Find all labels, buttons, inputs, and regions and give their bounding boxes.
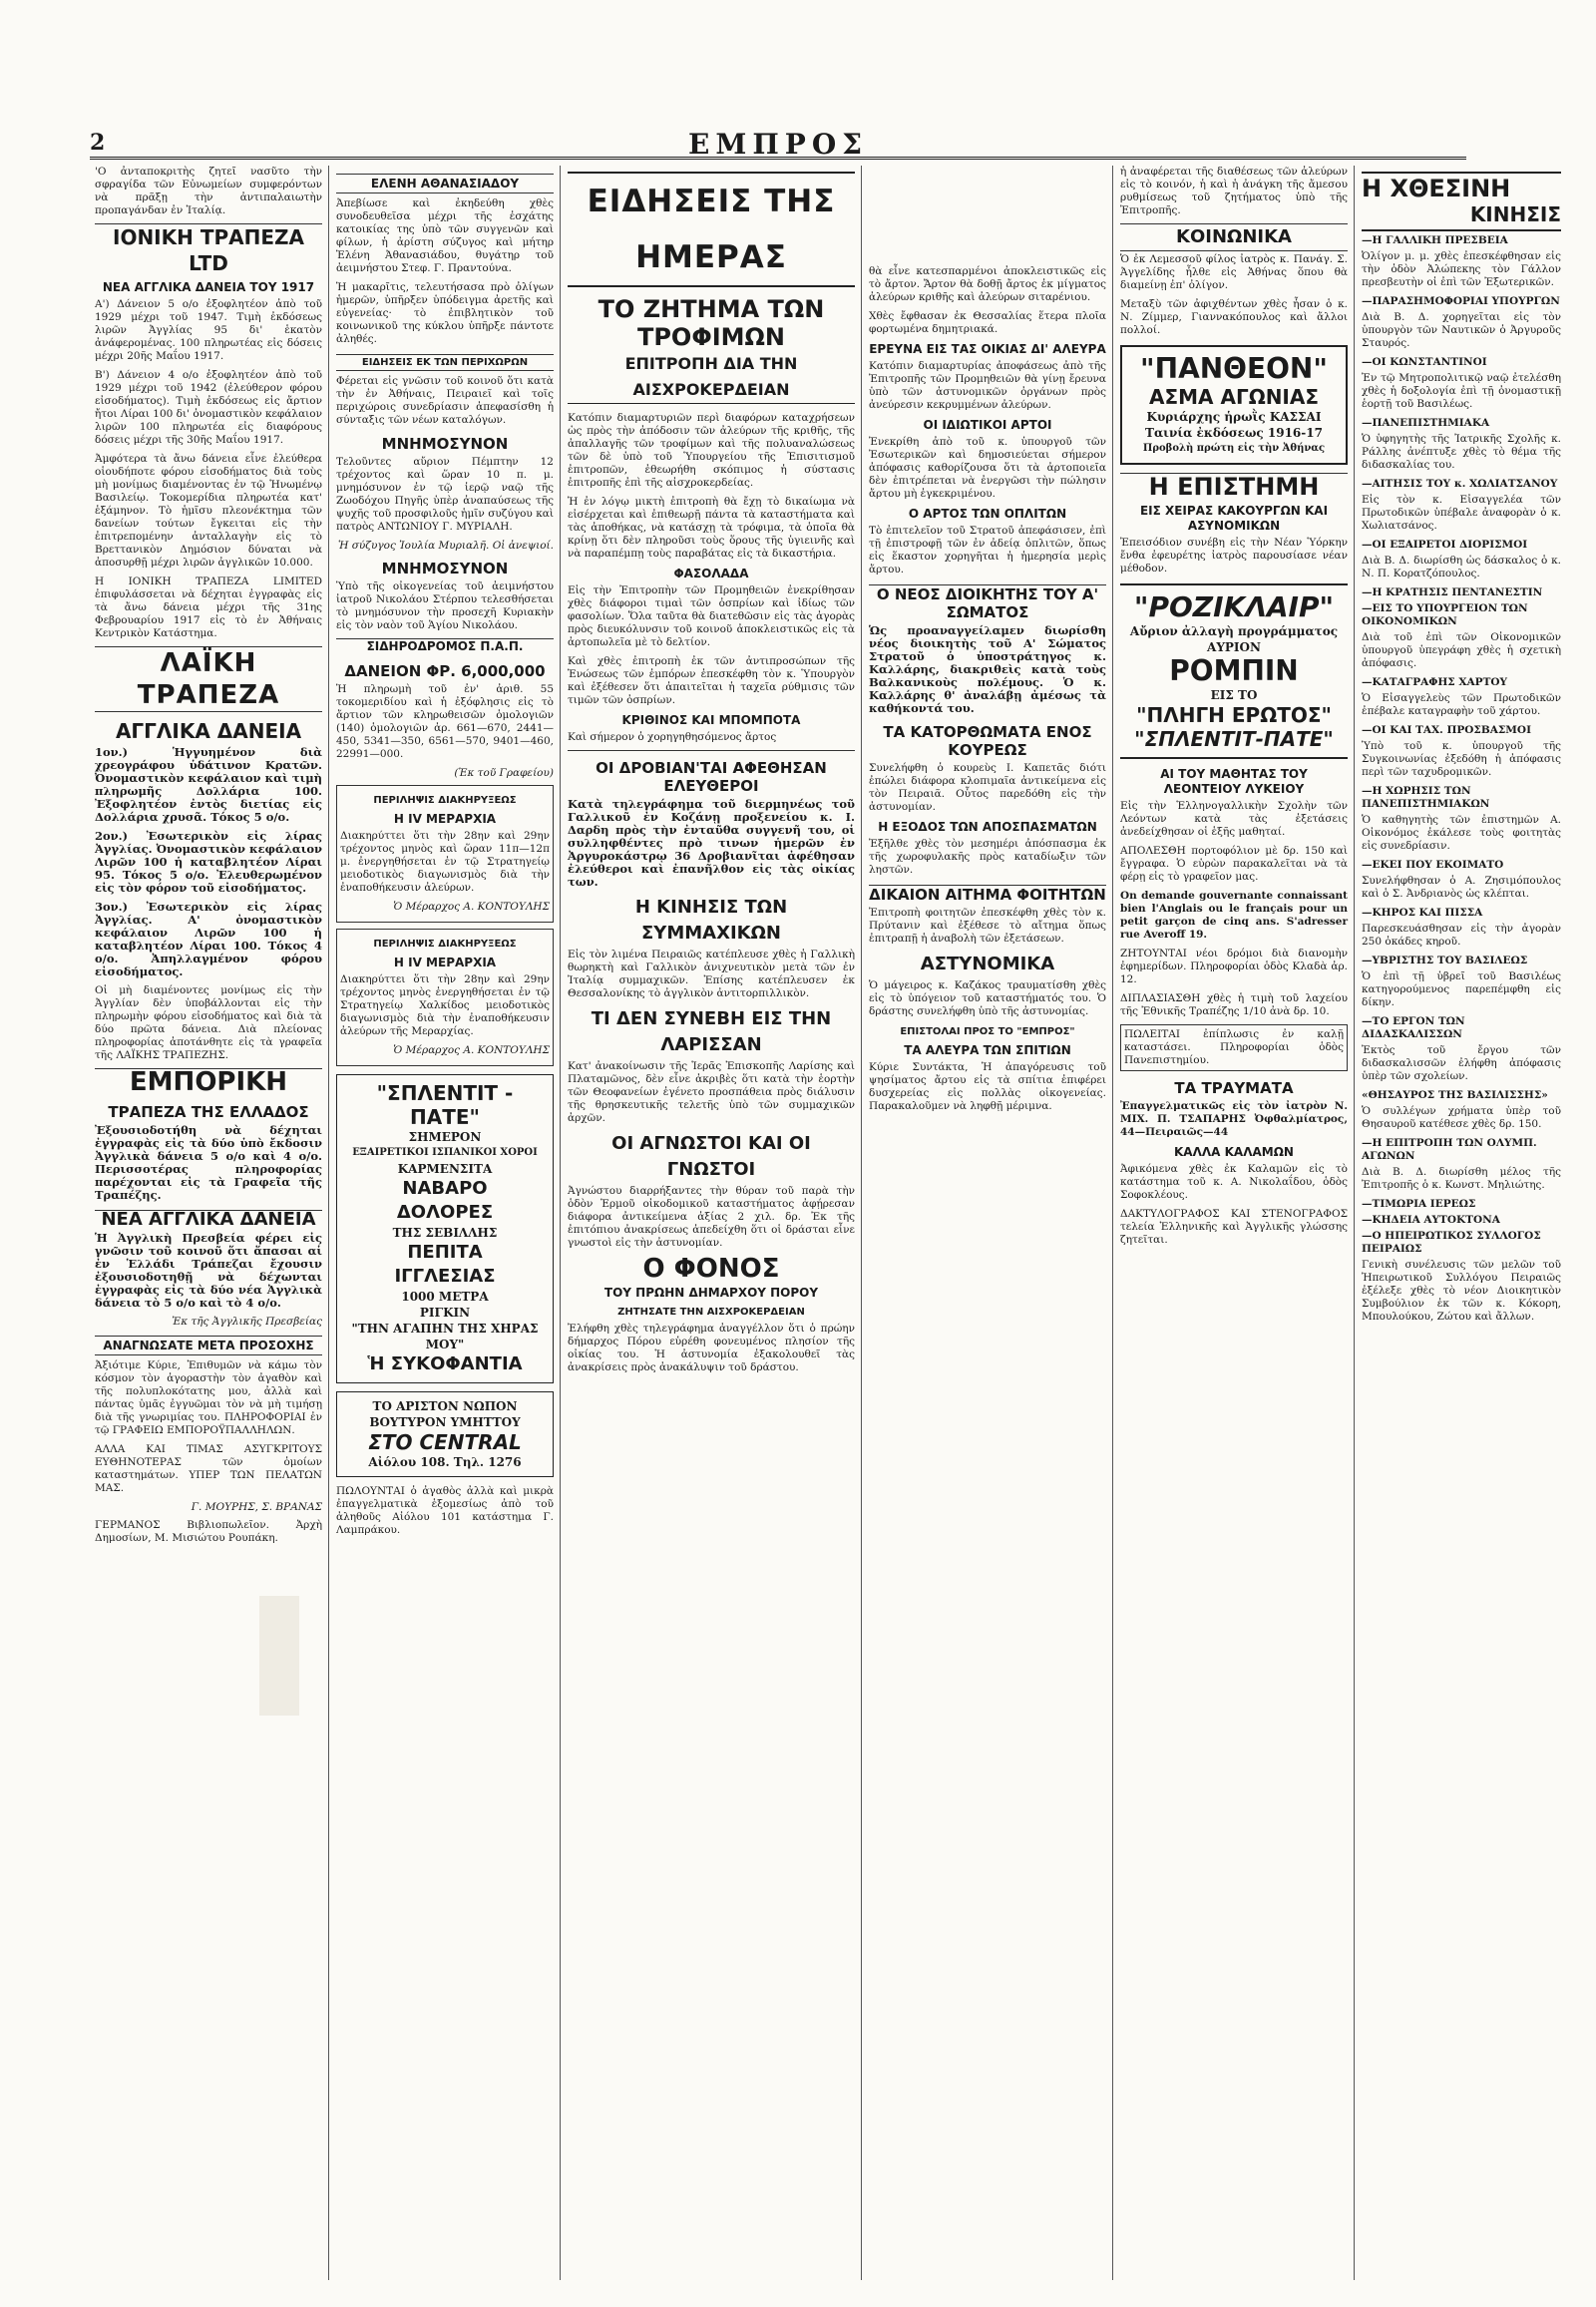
paragraph: Ἀπεβίωσε καὶ ἐκηδεύθη χθὲς συνοδευθεῖσα μέχρι τῆς ἐσχάτης κατοικίας της ὑπὸ τῶν συγγενῶν καὶ φίλων, ἡ ἀρίστη σύζυγος καὶ μήτηρ Ἑλένη Ἀθανασιάδου, θυγάτηρ τοῦ ἀειμνήστου Στεφ. Γ. Πραντούνα. bbox=[336, 197, 554, 274]
paragraph: Ἐλήφθη χθὲς τηλεγράφημα ἀναγγέλλον ὅτι ὁ πρώην δήμαρχος Πόρου εὑρέθη φονευμένος πλησίον τῆς οἰκίας του. Ἡ ἀστυνομία ἐξακολουθεῖ τὰς ἀνακρίσεις πρὸς ἀνακάλυψιν τοῦ δράστου. bbox=[568, 1323, 855, 1373]
ad-line: "ΤΗΝ ΑΓΑΠΗΝ ΤΗΣ ΧΗΡΑΣ ΜΟΥ" bbox=[351, 1322, 539, 1351]
column-3 bbox=[563, 166, 860, 2280]
paragraph: Ἡ πληρωμὴ τοῦ ἐν' ἀριθ. 55 τοκομεριδίου καὶ ἡ ἐξόφλησις εἰς τὸ ἄρτιον τῶν κληρωθεισῶν ὁμολογιῶν (140) ὁμολογιῶν ἀρ. 661—670, 2441—450, 5341—350, 6561—570, 9401—460, 22991—000. bbox=[336, 683, 554, 760]
paragraph: Μεταξὺ τῶν ἀφιχθέντων χθὲς ἦσαν ὁ κ. Ν. Ζίμμερ, Γιαννακόπουλος καὶ ἄλλοι πολλοί. bbox=[1120, 298, 1348, 336]
summary-heading: ΠΕΡΙΛΗΨΙΣ ΔΙΑΚΗΡΥΞΕΩΣ bbox=[373, 795, 517, 806]
paragraph: ΠΩΛΕΙΤΑΙ ἐπίπλωσις ἐν καλῇ καταστάσει. Πληροφορίαι ὁδὸς Πανεπιστημίου. bbox=[1124, 1028, 1344, 1066]
butter-ad bbox=[336, 1391, 554, 1477]
paragraph: Συνελήφθη ὁ κουρεὺς Ι. Καπετᾶς διότι ἐπώλει διάφορα κλοπιμαῖα ἀντικείμενα εἰς τὸν Πειραιᾶ. Οὗτος παρεδόθη εἰς τὴν ἀστυνομίαν. bbox=[869, 762, 1106, 813]
notice-box bbox=[336, 785, 554, 923]
signature: Ὁ Μέραρχος Α. ΚΟΝΤΟΥΛΗΣ bbox=[393, 1044, 550, 1056]
signature: Ἐκ τῆς Ἀγγλικῆς Πρεσβείας bbox=[172, 1316, 322, 1328]
ioniki-heading: ΙΟΝΙΚΗ ΤΡΑΠΕΖΑ LTD bbox=[95, 223, 322, 276]
news-banner: ΕΙΔΗΣΕΙΣ ΤΗΣ ΗΜΕΡΑΣ bbox=[568, 172, 855, 287]
column-6 bbox=[1357, 166, 1566, 2280]
paragraph: Ὁ μάγειρος κ. Καζάκος τραυματίσθη χθὲς εἰς τὸ ὑπόγειον τοῦ καταστήματός του. Ὁ δράστης συνελήφθη ὑπὸ τῆς ἀστυνομίας. bbox=[869, 979, 1106, 1017]
masthead bbox=[90, 128, 1466, 160]
paragraph: Εἰς τὸν κ. Εἰσαγγελέα τῶν Πρωτοδικῶν ὑπέβαλε ἀναφορὰν ὁ κ. Χωλιατσάνος. bbox=[1362, 494, 1561, 532]
paragraph: Ἡ Ἀγγλικὴ Πρεσβεία φέρει εἰς γνῶσιν τοῦ κοινοῦ ὅτι ἅπασαι αἱ ἐν Ἑλλάδι Τράπεζαι ἔχουσιν ἐξουσιοδοτηθῇ νὰ δέχωνται ἐγγραφὰς εἰς τὰ δύο νέα Ἀγγλικὰ δάνεια τὸ 5 ο/ο καὶ τὸ 4 ο/ο. bbox=[95, 1231, 322, 1310]
paragraph: ΑΛΛΑ ΚΑΙ ΤΙΜΑΣ ΑΣΥΓΚΡΙΤΟΥΣ ΕΥΘΗΝΟΤΕΡΑΣ τῶν ὁμοίων καταστημάτων. ΥΠΕΡ ΤΩΝ ΠΕΛΑΤΩΝ ΜΑΣ. bbox=[95, 1443, 322, 1494]
paragraph: Κατὰ τηλεγράφημα τοῦ διερμηνέως τοῦ Γαλλικοῦ ἐν Κοζάνῃ προξενείου κ. Ι. Δαρδη πρὸς τὴν ἐνταῦθα συγγενῆ του, οἱ συλληφθέντες πρὸ τινων ἡμερῶν ἐν Ἀργυροκάστρῳ 36 Δροβιανῖται ἀφέθησαν ἐλεύθεροι καὶ ἐπανῆλθον εἰς τὰς οἰκίας των. bbox=[568, 797, 855, 889]
item-title: —ΥΒΡΙΣΤΗΣ ΤΟΥ ΒΑΣΙΛΕΩΣ bbox=[1362, 955, 1528, 966]
paragraph: Διὰ Β. Δ. χορηγεῖται εἰς τὸν ὑπουργὸν τῶν Ναυτικῶν ὁ Ἀργυροῦς Σταυρός. bbox=[1362, 311, 1561, 349]
item-title: «ΘΗΣΑΥΡΟΣ ΤΗΣ ΒΑΣΙΛΙΣΣΗΣ» bbox=[1362, 1089, 1548, 1101]
ad-title: "ΡΟΖΙΚΛΑΙΡ" bbox=[1133, 590, 1335, 623]
paragraph: Ἐνεκρίθη ἀπὸ τοῦ κ. ὑπουργοῦ τῶν Ἐσωτερικῶν καὶ δημοσιεύεται σήμερον ἀπόφασις καθορίζουσα ὅτι τὰ ἀρτοποιεῖα δὲν ἐπιτρέπεται νὰ ἐνεργῶσι τὴν πώλησιν ἄρτου μὴ ἐγκεκριμένου. bbox=[869, 436, 1106, 500]
students-heading: ΔΙΚΑΙΟΝ ΑΙΤΗΜΑ ΦΟΙΤΗΤΩΝ bbox=[869, 886, 1106, 904]
ad-line: Αἰόλου 108. Τηλ. 1276 bbox=[368, 1455, 522, 1469]
periphery-heading: ΕΙΔΗΣΕΙΣ ΕΚ ΤΩΝ ΠΕΡΙΧΩΡΩΝ bbox=[336, 354, 554, 371]
unknowns-heading: ΟΙ ΑΓΝΩΣΤΟΙ ΚΑΙ ΟΙ ΓΝΩΣΤΟΙ bbox=[611, 1133, 811, 1180]
science-heading: Η ΕΠΙΣΤΗΜΗ bbox=[1120, 473, 1348, 500]
item-title: —ΠΑΡΑΣΗΜΟΦΟΡΙΑΙ ΥΠΟΥΡΓΩΝ bbox=[1362, 295, 1560, 307]
kalamata-heading: ΚΑΛΛΑ ΚΑΛΑΜΩΝ bbox=[1174, 1145, 1294, 1159]
eleni-heading: ΕΛΕΝΗ ΑΘΑΝΑΣΙΑΔΟΥ bbox=[336, 174, 554, 193]
paragraph: Ὁ καθηγητὴς τῶν ἐπιστημῶν Α. Οἰκονόμος ἐκάλεσε τοὺς φοιτητὰς εἰς συνεδρίασιν. bbox=[1362, 814, 1561, 852]
paragraph: Κατόπιν διαμαρτυριῶν περὶ διαφόρων καταχρήσεων ὡς πρὸς τὴν ἀπόδοσιν τῶν ἀλεύρων τῆς κριθῆς, τῆς ἀπαλλαγῆς τῶν τροφίμων καὶ τῆς πολυαναλώσεως τῶν δὲ ὑπὸ τοῦ Ὑπουργείου τῆς Ἐπισιτισμοῦ ἐπιτροπῶν, ἐθεωρήθη σκόπιμος ἡ σύστασις ἐπιτροπῆς ἐπὶ τῆς αἰσχροκερδείας. bbox=[568, 412, 855, 489]
paragraph: Ἐξουσιοδοτήθη νὰ δέχηται ἐγγραφὰς εἰς τὰ δύο ὑπὸ ἔκδοσιν Ἀγγλικὰ δάνεια 5 ο/ο καὶ 4 ο/ο. Περισσοτέρας πληροφορίας παρέχονται εἰς τὰ Γραφεῖα τῆς Τραπέζης. bbox=[95, 1123, 322, 1202]
notice-box bbox=[1120, 1024, 1348, 1071]
science-subheading: ΕΙΣ ΧΕΙΡΑΣ ΚΑΚΟΥΡΓΩΝ ΚΑΙ ΑΣΥΝΟΜΙΚΩΝ bbox=[1139, 504, 1329, 533]
flour-heading: ΤΑ ΑΛΕΥΡΑ ΤΩΝ ΣΠΙΤΙΩΝ bbox=[904, 1043, 1071, 1057]
ad-line: "ΣΠΛΕΝΤΙΤ-ΠΑΤΕ" bbox=[1134, 727, 1334, 751]
wounds-heading: ΤΑ ΤΡΑΥΜΑΤΑ bbox=[1174, 1079, 1294, 1097]
paragraph: Ἐξῆλθε χθὲς τὸν μεσημέρι ἀπόσπασμα ἐκ τῆς χωροφυλακῆς πρὸς καταδίωξιν τῶν ληστῶν. bbox=[869, 838, 1106, 876]
item-title: —ΤΙΜΩΡΙΑ ΙΕΡΕΩΣ bbox=[1362, 1198, 1476, 1210]
paragraph: Διακηρύττει ὅτι τὴν 28ην καὶ 29ην τρέχοντος μηνὸς ἐνεργηθήσεται ἐν τῷ Στρατηγείῳ Χαλκίδος μειοδοτικὸς διαγωνισμὸς διὰ τὴν ἐναποθήκευσιν ἀλεύρων τῆς Μεραρχίας. bbox=[340, 973, 550, 1037]
ad-line: Κυριάρχης ἡρωῒς ΚΑΣΣΑΙ bbox=[1146, 410, 1322, 424]
paragraph: Ὡς προαναγγείλαμεν διωρίσθη νέος διοικητὴς τοῦ Α' Σώματος Στρατοῦ ὁ ὑποστράτηγος κ. Καλλάρης, διακριθεὶς κατὰ τοὺς Βαλκανικοὺς πολέμους. Ὁ κ. Καλλάρης θ' ἀναλάβῃ ἀμέσως τὰ καθήκοντά του. bbox=[869, 623, 1106, 715]
larissa-heading: ΤΙ ΔΕΝ ΣΥΝΕΒΗ ΕΙΣ ΤΗΝ ΛΑΡΙΣΣΑΝ bbox=[591, 1008, 832, 1055]
drobian-heading: ΟΙ ΔΡΟΒΙΑΝ'ΤΑΙ ΑΦΕΘΗΣΑΝ ΕΛΕΥΘΕΡΟΙ bbox=[596, 759, 827, 795]
division-heading: Η IV ΜΕΡΑΡΧΙΑ bbox=[393, 812, 497, 826]
paragraph: Ἐπιτροπὴ φοιτητῶν ἐπεσκέφθη χθὲς τὸν κ. Πρύτανιν καὶ ἐξέθεσε τὸ αἴτημα ὅπως ἐπιτραπῇ ἡ ἀναβολὴ τῶν ἐξετάσεων. bbox=[869, 907, 1106, 945]
item-title: —Η ΚΡΑΤΗΣΙΣ ΠΕΝΤΑΝΕΣΤΙΝ bbox=[1362, 586, 1543, 598]
paragraph: ΓΕΡΜΑΝΟΣ Βιβλιοπωλεῖον. Ἀρχὴ Δημοσίων, Μ. Μισιώτου Ρουπάκη. bbox=[95, 1519, 322, 1544]
separator bbox=[568, 750, 855, 751]
splendid-pate-ad bbox=[336, 1074, 554, 1383]
signature: Γ. ΜΟΥΡΗΣ, Σ. ΒΡΑΝΑΣ bbox=[191, 1501, 322, 1513]
murder-heading: Ο ΦΟΝΟΣ bbox=[642, 1254, 780, 1284]
item-title: —ΟΙ ΕΞΑΙΡΕΤΟΙ ΔΙΟΡΙΣΜΟΙ bbox=[1362, 539, 1528, 551]
pupils-heading: ΑΙ ΤΟΥ ΜΑΘΗΤΑΣ ΤΟΥ ΛΕΟΝΤΕΙΟΥ ΛΥΚΕΙΟΥ bbox=[1160, 767, 1308, 796]
paragraph: Τὸ ἐπιτελεῖον τοῦ Στρατοῦ ἀπεφάσισεν, ἐπὶ τῇ ἐπιστροφῇ τῶν ἐν ἀδείᾳ ὁπλιτῶν, ὅπως εἰς ἕκαστον χορηγῆται ἡ ἡμερησία μερὶς ἄρτου. bbox=[869, 525, 1106, 576]
soldiers-bread-heading: Ο ΑΡΤΟΣ ΤΩΝ ΟΠΛΙΤΩΝ bbox=[908, 507, 1067, 521]
paragraph: Α') Δάνειον 5 ο/ο ἐξοφλητέον ἀπὸ τοῦ 1929 μέχρι τοῦ 1947. Τιμὴ ἐκδόσεως λιρῶν Ἀγγλίας 95 δι' ἑκατὸν ἀνάφερομένας. 100 πληρωτέας εἰς δόσεις μέχρι 20ῆς Μαΐου 1917. bbox=[95, 298, 322, 362]
murder-subheading: ΖΗΤΗΣΑΤΕ ΤΗΝ ΑΙΣΧΡΟΚΕΡΔΕΙΑΝ bbox=[617, 1307, 805, 1318]
paragraph: Διὰ Β. Δ. διωρίσθη ὡς δάσκαλος ὁ κ. Ν. Π. Κορατζόπουλος. bbox=[1362, 555, 1561, 579]
ad-line: ΕΞΑΙΡΕΤΙΚΟΙ ΙΣΠΑΝΙΚΟΙ ΧΟΡΟΙ bbox=[352, 1147, 538, 1158]
column-rule bbox=[328, 166, 329, 2280]
paragraph: Γενικὴ συνέλευσις τῶν μελῶν τοῦ Ἠπειρωτικοῦ Συλλόγου Πειραιῶς ἐξέλεξε χθὲς τὸ νέον Διοικητικὸν Συμβούλιον ἐκ τῶν κ. Κόκορη, Μπουλούκου, Ζώτου καὶ ἄλλων. bbox=[1362, 1259, 1561, 1323]
paragraph: Συνελήφθησαν ὁ Α. Ζησιμόπουλος καὶ ὁ Σ. Ἀνδριανὸς ὡς κλέπται. bbox=[1362, 875, 1561, 900]
paragraph: Ὑπὸ τῆς οἰκογενείας τοῦ ἀειμνήστου ἰατροῦ Νικολάου Στέρπου τελεσθήσεται τὸ μνημόσυνον τὴν προσεχῆ Κυριακὴν εἰς τὸν ναὸν τοῦ Ἁγίου Νικολάου. bbox=[336, 580, 554, 631]
ad-line: ΤΗΣ ΣΕΒΙΛΛΗΣ bbox=[392, 1226, 498, 1240]
paragraph: Ἀφικόμενα χθὲς ἐκ Καλαμῶν εἰς τὸ κατάστημα τοῦ κ. Α. Νικολαΐδου, ὁδὸς Σοφοκλέους. bbox=[1120, 1163, 1348, 1201]
paragraph: Παρεσκευάσθησαν εἰς τὴν ἀγορὰν 250 ὀκάδες κηροῦ. bbox=[1362, 923, 1561, 948]
paragraph: 2ον.) Ἐσωτερικὸν εἰς λίρας Ἀγγλίας. Ὀνομαστικὸν κεφάλαιον Λιρῶν 100 ἡ καταβλητέον Λίραι 95. Τόκος 5 ο/ο. Ἐλευθερωμένον εἰς τὸν φόρον τοῦ εἰσοδήματος. bbox=[95, 829, 322, 895]
intro-text: 'Ο ἀνταποκριτὴς ζητεῖ νασῦτο τὴν σφραγίδα τῶν Εὐνωμείων συμφερόντων νὰ πρᾶξῃ τὴν ἀντιπαλαιωτὴν προπαγάνδαν ἐν Ἰταλίᾳ. bbox=[95, 166, 322, 216]
column-rule bbox=[1112, 166, 1113, 2280]
laiki-subheading: ΑΓΓΛΙΚΑ ΔΑΝΕΙΑ bbox=[115, 719, 302, 743]
page-number: 2 bbox=[90, 130, 106, 156]
paragraph: On demande gouvernante connaissant bien l'Anglais ou le français pour un petit garçon de cinq ans. S'adresser rue Averoff 19. bbox=[1120, 890, 1348, 941]
police-heading: ΑΣΤΥΝΟΜΙΚΑ bbox=[920, 954, 1055, 974]
item-title: —Ο ΗΠΕΙΡΩΤΙΚΟΣ ΣΥΛΛΟΓΟΣ ΠΕΙΡΑΙΩΣ bbox=[1362, 1230, 1541, 1255]
paragraph: Κατ' ἀνακοίνωσιν τῆς Ἱερᾶς Ἐπισκοπῆς Λαρίσης καὶ Πλαταμῶνος, δὲν εἶνε ἀκριβὲς ὅτι κατὰ τὴν ἑορτὴν τῶν Θεοφανείων ἐγένετο προσπάθεια πρὸς διάλυσιν τῆς θρησκευτικῆς τελετῆς ὑπὸ τῶν συμμαχικῶν ἀρχῶν. bbox=[568, 1060, 855, 1124]
paragraph: Χθὲς ἔφθασαν ἐκ Θεσσαλίας ἕτερα πλοῖα φορτωμένα δημητριακά. bbox=[869, 310, 1106, 335]
paragraph: ΖΗΤΟΥΝΤΑΙ νέοι δρόμοι διὰ διανομὴν ἐφημερίδων. Πληροφορίαι ὁδὸς Κλαδὰ ἀρ. 12. bbox=[1120, 948, 1348, 985]
paragraph: Ὀλίγον μ. μ. χθὲς ἐπεσκέφθησαν εἰς τὴν ὁδὸν Ἀλώπεκης τὸν Γάλλον πρεσβευτὴν οἱ ἐπὶ τῶν Ἐξωτερικῶν. bbox=[1362, 250, 1561, 288]
committee-headline: ΕΠΙΤΡΟΠΗ ΔΙΑ ΤΗΝ ΑΙΣΧΡΟΚΕΡΔΕΙΑΝ bbox=[568, 351, 855, 404]
paragraph: Ἀγνώστου διαρρήξαντες τὴν θύραν τοῦ παρὰ τὴν ὁδὸν Ἑρμοῦ οἰκοδομικοῦ καταστήματος ἀφῄρεσαν διάφορα ἀντικείμενα ἀξίας 2 χιλ. δρ. Ἐκ τῆς ἐπιτόπιου ἀνακρίσεως ἀπεδείχθη ὅτι οἱ δράσται εἶνε γνωστοὶ εἰς τὴν ἀστυνομίαν. bbox=[568, 1185, 855, 1249]
paragraph: ΔΑΚΤΥΛΟΓΡΑΦΟΣ ΚΑΙ ΣΤΕΝΟΓΡΑΦΟΣ τελεία Ἑλληνικῆς καὶ Ἀγγλικῆς γλώσσης ζητεῖται. bbox=[1120, 1208, 1348, 1246]
ad-title: ΤΟ ΑΡΙΣΤΟΝ ΝΩΠΟΝ ΒΟΥΤΥΡΟΝ ΥΜΗΤΤΟΥ bbox=[369, 1399, 521, 1429]
paragraph: Ἐπεισόδιον συνέβη εἰς τὴν Νέαν Ὑόρκην ἔνθα ἐφευρέτης ἰατρὸς παρουσίασε νέαν μέθοδον. bbox=[1120, 537, 1348, 575]
paragraph: Καὶ σήμερον ὁ χορηγηθησόμενος ἄρτος bbox=[568, 731, 777, 743]
paragraph: ἡ ἀναφέρεται τῆς διαθέσεως τῶν ἀλεύρων εἰς τὸ κοινόν, ἡ καὶ ἡ ἀνάγκη τῆς ἄμεσου ρυθμίσεως τοῦ ζητήματος ὑπὸ τῆς Ἐπιτροπῆς. bbox=[1120, 166, 1348, 216]
fasolada-heading: ΦΑΣΟΛΑΔΑ bbox=[673, 567, 749, 580]
paper-name: ΕΜΠΡΟΣ bbox=[687, 128, 869, 161]
notice-box bbox=[336, 929, 554, 1066]
bread-heading: ΚΡΙΘΙΝΟΣ ΚΑΙ ΜΠΟΜΠΟΤΑ bbox=[621, 713, 801, 727]
column-5 bbox=[1115, 166, 1353, 2280]
paragraph: Ὑπὸ τοῦ κ. ὑπουργοῦ τῆς Συγκοινωνίας ἐξεδόθη ἡ ἀπόφασις περὶ τῶν ταχυδρομικῶν. bbox=[1362, 740, 1561, 778]
ioniki-subheading: ΝΕΑ ΑΓΓΛΙΚΑ ΔΑΝΕΙΑ ΤΟΥ 1917 bbox=[102, 280, 315, 294]
heading-right: ΚΙΝΗΣΙΣ bbox=[1469, 202, 1561, 226]
search-homes-heading: ΕΡΕΥΝΑ ΕΙΣ ΤΑΣ ΟΙΚΙΑΣ ΔΙ' ΑΛΕΥΡΑ bbox=[869, 342, 1106, 356]
division-heading: Η IV ΜΕΡΑΡΧΙΑ bbox=[393, 956, 497, 969]
paragraph: Εἰς τὴν Ἑλληνογαλλικὴν Σχολὴν τῶν Λεόντων κατὰ τὰς ἐξετάσεις ἀνεδείχθησαν οἱ ἑξῆς μαθηταί. bbox=[1120, 800, 1348, 838]
column-1 bbox=[90, 166, 327, 2280]
paragraph: Κύριε Συντάκτα, Ἡ ἀπαγόρευσις τοῦ ψησίματος ἄρτου εἰς τὰ σπίτια ἐπιφέρει δυσχερείας εἰς πολλὰς οἰκογενείας. Παρακαλοῦμεν νὰ ληφθῇ μέριμνα. bbox=[869, 1061, 1106, 1112]
signature: Ὁ Μέραρχος Α. ΚΟΝΤΟΥΛΗΣ bbox=[393, 901, 550, 913]
summary-heading: ΠΕΡΙΛΗΨΙΣ ΔΙΑΚΗΡΥΞΕΩΣ bbox=[373, 939, 517, 950]
paragraph: Ἐκτὸς τοῦ ἔργου τῶν διδασκαλισσῶν ἐλήφθη ἀπόφασις ὑπὲρ τῶν σχολείων. bbox=[1362, 1044, 1561, 1082]
item-title: —ΟΙ ΚΑΙ ΤΑΧ. ΠΡΟΣΒΑΣΜΟΙ bbox=[1362, 724, 1531, 736]
new-commander-heading: Ο ΝΕΟΣ ΔΙΟΙΚΗΤΗΣ ΤΟΥ Α' ΣΩΜΑΤΟΣ bbox=[869, 584, 1106, 621]
ad-line: 1000 ΜΕΤΡΑ bbox=[401, 1290, 489, 1304]
ad-line: ΑΣΜΑ ΑΓΩΝΙΑΣ bbox=[1148, 385, 1320, 409]
ad-line: ΕΙΣ ΤΟ bbox=[1210, 688, 1258, 702]
ad-line: Ἡ ΣΥΚΟΦΑΝΤΙΑ bbox=[367, 1353, 523, 1374]
item-title: —ΕΙΣ ΤΟ ΥΠΟΥΡΓΕΙΟΝ ΤΩΝ ΟΙΚΟΝΟΜΙΚΩΝ bbox=[1362, 602, 1528, 627]
paragraph: Ἐπαγγελματικῶς εἰς τὸν ἰατρὸν Ν. ΜΙΧ. Π. ΤΣΑΠΑΡΗΣ Ὀφθαλμίατρος, 44—Πειραιῶς—44 bbox=[1120, 1100, 1348, 1138]
private-bread-heading: ΟΙ ΙΔΙΩΤΙΚΟΙ ΑΡΤΟΙ bbox=[923, 418, 1052, 432]
paragraph: Ὁ ὑφηγητὴς τῆς Ἰατρικῆς Σχολῆς κ. Ράλλης ἀνέπτυξε χθὲς τὸ θέμα τῆς διδασκαλίας του. bbox=[1362, 433, 1561, 471]
detachments-heading: Η ΕΞΟΔΟΣ ΤΩΝ ΑΠΟΣΠΑΣΜΑΤΩΝ bbox=[878, 820, 1097, 834]
nea-heading: ΝΕΑ ΑΓΓΛΙΚΑ ΔΑΝΕΙΑ bbox=[95, 1210, 322, 1229]
murder-subheading: ΤΟΥ ΠΡΩΗΝ ΔΗΜΑΡΧΟΥ ΠΟΡΟΥ bbox=[603, 1286, 819, 1300]
paragraph: 3ον.) Ἐσωτερικὸν εἰς λίρας Ἀγγλίας. Α' ὀνομαστικὸν κεφάλαιον Λιρῶν 100 ἡ καταβλητέον Λίραι 100. Τόκος 4 ο/ο. Ἀπηλλαγμένον φόρου εἰσοδήματος. bbox=[95, 900, 322, 978]
rozikler-ad bbox=[1120, 583, 1348, 759]
ad-line: ΙΓΓΛΕΣΙΑΣ bbox=[394, 1266, 496, 1287]
item-title: —ΚΑΤΑΓΡΑΦΗΣ ΧΑΡΤΟΥ bbox=[1362, 676, 1508, 688]
column-rule bbox=[560, 166, 561, 2280]
ad-line: ΡΙΓΚΙΝ bbox=[419, 1306, 471, 1320]
ad-title: "ΣΠΛΕΝΤΙΤ - ΠΑΤΕ" bbox=[376, 1081, 514, 1129]
paragraph: Ἀμφότερα τὰ ἄνω δάνεια εἶνε ἐλεύθερα οἱουδήποτε φόρου εἰσοδήματος διὰ τοὺς μὴ μονίμως διαμένοντας ἐν τῷ Ἡνωμένῳ Βασιλείῳ. Τοκομερίδια πληρωτέα κατ' ἑξάμηνον. Τὸ ἡμῖσυ πλεονέκτημα τῶν δανείων τούτων ἔγκειται εἰς τὴν ἐπιτρεπομένην ἀνταλλαγὴν εἰς τὸ Βρεττανικὸν Δημόσιον δύναται νὰ ἀποσυρθῇ μέχρι λιρῶν ἀγγλικῶν 10.000. bbox=[95, 453, 322, 569]
ad-title: ΡΟΜΠΙΝ bbox=[1169, 654, 1299, 687]
paragraph: Φέρεται εἰς γνῶσιν τοῦ κοινοῦ ὅτι κατὰ τὴν ἐν Ἀθήναις, Πειραιεῖ καὶ τοῖς περιχώροις συνεδρίασιν ἀπεφασίσθη ἡ σύνταξις τῶν νέων καταλόγων. bbox=[336, 375, 554, 426]
barber-heading: ΤΑ ΚΑΤΟΡΘΩΜΑΤΑ ΕΝΟΣ ΚΟΥΡΕΩΣ bbox=[883, 723, 1092, 759]
paragraph: Ὁ ἐκ Λεμεσσοῦ φίλος ἰατρὸς κ. Πανάγ. Σ. Ἀγγελίδης ἦλθε εἰς Ἀθήνας ὅπου θὰ διαμείνῃ ἐπ' ὀλίγον. bbox=[1120, 253, 1348, 291]
signature: (Ἐκ τοῦ Γραφείου) bbox=[454, 767, 554, 779]
anagnosate-heading: ΑΝΑΓΝΩΣΑΤΕ ΜΕΤΑ ΠΡΟΣΟΧΗΣ bbox=[95, 1336, 322, 1355]
paragraph: Ἐν τῷ Μητροπολιτικῷ ναῷ ἐτελέσθη χθὲς ἡ δοξολογία ἐπὶ τῇ ὀνομαστικῇ ἑορτῇ τοῦ Βασιλέως. bbox=[1362, 372, 1561, 410]
paragraph: ΑΠΟΛΕΣΘΗ πορτοφόλιον μὲ δρ. 150 καὶ ἔγγραφα. Ὁ εὑρὼν παρακαλεῖται νὰ τὰ φέρῃ εἰς τὸ γραφεῖον μας. bbox=[1120, 845, 1348, 883]
ad-line: ΝΑΒΑΡΟ bbox=[402, 1178, 488, 1199]
paragraph: Τελοῦντες αὔριον Πέμπτην 12 τρέχοντος καὶ ὥραν 10 π. μ. μνημόσυνον ἐν τῷ ἱερῷ ναῷ τῆς Ζωοδόχου Πηγῆς ὑπὲρ ἀναπαύσεως τῆς ψυχῆς τοῦ προσφιλοῦς ἡμῖν συζύγου καὶ πατρὸς ΑΝΤΩΝΙΟΥ Γ. ΜΥΡΙΑΛΗ. bbox=[336, 456, 554, 533]
ad-line: ΑΥΡΙΟΝ bbox=[1207, 640, 1261, 654]
mnimosynon-heading: ΜΝΗΜΟΣΥΝΟΝ bbox=[381, 435, 509, 453]
paragraph: Καὶ χθὲς ἐπιτροπὴ ἐκ τῶν ἀντιπροσώπων τῆς Ἑνώσεως τῶν ἐμπόρων ἐπεσκέφθη τὸν κ. Ὑπουργὸν καὶ ἐξέθεσεν ὅτι ἀπαιτεῖται ἡ ταχεῖα ρύθμισις τῶν τιμῶν τῶν ὀσπρίων. bbox=[568, 655, 855, 706]
item-title: —ΟΙ ΚΩΝΣΤΑΝΤΙΝΟΙ bbox=[1362, 356, 1487, 368]
ad-line: ΚΑΡΜΕΝΣΙΤΑ bbox=[397, 1162, 493, 1176]
item-title: —ΤΟ ΕΡΓΟΝ ΤΩΝ ΔΙΔΑΣΚΑΛΙΣΣΩΝ bbox=[1362, 1015, 1465, 1040]
paragraph: Ὁ συλλέγων χρήματα ὑπὲρ τοῦ Θησαυροῦ κατέθεσε χθὲς δρ. 150. bbox=[1362, 1105, 1561, 1130]
paragraph: Διὰ Β. Δ. διωρίσθη μέλος τῆς Ἐπιτροπῆς ὁ κ. Κωνστ. Μηλιώτης. bbox=[1362, 1166, 1561, 1191]
food-headline: ΤΟ ΖΗΤΗΜΑ ΤΩΝ ΤΡΟΦΙΜΩΝ bbox=[598, 295, 825, 351]
paragraph: Εἰς τὸν λιμένα Πειραιῶς κατέπλευσε χθὲς ἡ Γαλλικὴ θωρηκτὴ καὶ Γαλλικὸν ἀνιχνευτικὸν μετὰ τῶν ἐν Ἰταλίᾳ συμμαχικῶν. Ἐπίσης κατέπλευσεν ἐκ Θεσσαλονίκης τὸ ἀγγλικὸν ἀντιτορπιλλικὸν. bbox=[568, 949, 855, 999]
emporiki-subheading: ΤΡΑΠΕΖΑ ΤΗΣ ΕΛΛΑΔΟΣ bbox=[108, 1103, 309, 1121]
ad-line: "ΠΛΗΓΗ ΕΡΩΤΟΣ" bbox=[1136, 703, 1332, 727]
heading-left: Η ΧΘΕΣΙΝΗ bbox=[1362, 175, 1511, 202]
paragraph: θὰ εἶνε κατεσπαρμένοι ἀποκλειστικῶς εἰς τὸ ἄρτον. Ἄρτον θὰ δοθῇ ἄρτος ἐκ μίγματος ἀλεύρων κριθῆς καὶ ἀλεύρων σιταρένιου. bbox=[869, 265, 1106, 303]
ad-line: Ταινία ἐκδόσεως 1916-17 bbox=[1145, 426, 1323, 440]
railway-heading: ΣΙΔΗΡΟΔΡΟΜΟΣ Π.Α.Π. bbox=[336, 638, 554, 654]
column-2 bbox=[331, 166, 559, 2280]
paragraph: Διὰ τοῦ ἐπὶ τῶν Οἰκονομικῶν ὑπουργοῦ ὑπεγράφη χθὲς ἡ σχετικὴ ἀπόφασις. bbox=[1362, 631, 1561, 669]
paragraph: Ὁ Εἰσαγγελεὺς τῶν Πρωτοδικῶν ἐπέβαλε καταγραφὴν τοῦ χάρτου. bbox=[1362, 692, 1561, 717]
emporiki-heading: ΕΜΠΟΡΙΚΗ bbox=[95, 1068, 322, 1095]
paragraph: Β') Δάνειον 4 ο/ο ἐξοφλητέον ἀπὸ τοῦ 1929 μέχρι τοῦ 1942 (ἐλεύθερον φόρου εἰσοδήματος). Τιμὴ ἐκδόσεως εἰς ἄρτιον ἤτοι Λίραι 100 δι' ὀνομαστικὸν κεφάλαιον λιρῶν 100 πληρωτέα εἰς διαφόρους δόσεις μέχρι τῆς 30ῆς Μαΐου 1917. bbox=[95, 369, 322, 446]
social-heading: ΚΟΙΝΩΝΙΚΑ bbox=[1120, 223, 1348, 251]
item-title: —ΕΚΕΙ ΠΟΥ ΕΚΟΙΜΑΤΟ bbox=[1362, 859, 1504, 871]
ad-line: ΣΤΟ CENTRAL bbox=[368, 1430, 522, 1454]
item-title: —Η ΓΑΛΛΙΚΗ ΠΡΕΣΒΕΙΑ bbox=[1362, 234, 1508, 246]
paragraph: ΔΙΠΛΑΣΙΑΣΘΗ χθὲς ἡ τιμὴ τοῦ λαχείου τῆς Ἐθνικῆς Τραπέζης 1/10 ἀνὰ δρ. 10. bbox=[1120, 992, 1348, 1017]
paragraph: Η ΙΟΝΙΚΗ ΤΡΑΠΕΖΑ LIMITED ἐπιφυλάσσεται νὰ δέχηται ἐγγραφὰς εἰς τὰ ἄνω δάνεια μέχρι τῆς 31ης Φεβρουαρίου 1917 εἰς τὸ ἐν Ἀθήναις Κεντρικὸν Κατάστημα. bbox=[95, 576, 322, 639]
laiki-heading: ΛΑΪΚΗ ΤΡΑΠΕΖΑ bbox=[95, 646, 322, 712]
column-rule bbox=[861, 166, 862, 2280]
ad-line: ΣΗΜΕΡΟΝ bbox=[408, 1130, 482, 1144]
item-title: —ΑΙΤΗΣΙΣ ΤΟΥ κ. ΧΩΛΙΑΤΣΑΝΟΥ bbox=[1362, 478, 1558, 490]
mnimosynon-heading: ΜΝΗΜΟΣΥΝΟΝ bbox=[381, 560, 509, 577]
ad-title: "ΠΑΝΘΕΟΝ" bbox=[1140, 352, 1328, 385]
paragraph: Ὁ ἐπὶ τῇ ὑβρεῖ τοῦ Βασιλέως κατηγορούμενος παρεπέμφθη εἰς δίκην. bbox=[1362, 970, 1561, 1008]
item-title: —Η ΧΩΡΗΣΙΣ ΤΩΝ ΠΑΝΕΠΙΣΤΗΜΙΑΚΩΝ bbox=[1362, 785, 1490, 810]
item-title: —Η ΕΠΙΤΡΟΠΗ ΤΩΝ ΟΛΥΜΠ. ΑΓΩΝΩΝ bbox=[1362, 1137, 1537, 1162]
paragraph: Κατόπιν διαμαρτυρίας ἀποφάσεως ἀπὸ τῆς Ἐπιτροπῆς τῶν Προμηθειῶν θὰ γίνῃ ἔρευνα ὑπὸ τῶν ἀστυνομικῶν ὀργάνων πρὸς ἀνεύρεσιν κεκρυμμένων ἀλεύρων. bbox=[869, 360, 1106, 411]
paragraph: Οἱ μὴ διαμένοντες μονίμως εἰς τὴν Ἀγγλίαν δὲν ὑποβάλλονται εἰς τὴν πληρωμὴν φόρου εἰσοδήματος καὶ διὰ τὰ δύο πρῶτα δάνεια. Διὰ πλείονας πληροφορίας ἀποτάνθητε εἰς τὰ γραφεῖα τῆς ΛΑΪΚΗΣ ΤΡΑΠΕΖΗΣ. bbox=[95, 984, 322, 1061]
loan-heading: ΔΑΝΕΙΟΝ ΦΡ. 6,000,000 bbox=[344, 662, 546, 680]
paragraph: Εἰς τὴν Ἐπιτροπὴν τῶν Προμηθειῶν ἐνεκρίθησαν χθὲς διάφοροι τιμαὶ τῶν ὀσπρίων καὶ ἰδίως τῶν φασολίων. Ὅλα ταῦτα θὰ διατεθῶσιν εἰς τὰς ἀγορὰς πρὸς διευκόλυνσιν τοῦ κοινοῦ ἀποκλειστικῶς εἰς τὰ ἀρτοπωλεῖα μὲ τὸ δελτίον. bbox=[568, 584, 855, 648]
ad-line: Προβολὴ πρώτη εἰς τὴν Ἀθήνας bbox=[1142, 443, 1326, 454]
column-4 bbox=[864, 166, 1111, 2280]
pantheon-ad bbox=[1120, 345, 1348, 465]
paragraph: 1ον.) Ἡγγυημένον διὰ χρεογράφου ὑδάτινον Κρατῶν. Ὀνομαστικὸν κεφάλαιον καὶ τιμὴ πληρωμῆς Δολλάρια 100. Ἐξοφλητέον ἐντὸς διετίας εἰς Δολλάρια χρυσᾶ. Τόκος 5 ο/ο. bbox=[95, 745, 322, 824]
ad-line: Αὔριον ἀλλαγὴ προγράμματος bbox=[1129, 624, 1339, 638]
paragraph: ΠΩΛΟΥΝΤΑΙ ὁ ἀγαθὸς ἀλλὰ καὶ μικρὰ ἐπαγγελματικὰ ἑξομεσίως ἀπὸ τοῦ ἀληθοῦς Αἰόλου 101 κατάστημα Γ. Λαμπράκου. bbox=[336, 1485, 554, 1536]
paragraph: Ἡ μακαρῖτις, τελευτήσασα πρὸ ὀλίγων ἡμερῶν, ὑπῆρξεν ὑπόδειγμα ἀρετῆς καὶ εὐγενείας· τὸ ἐπιβλητικὸν τοῦ κοινωνικοῦ της κύκλου ὑπῆρξε πάντοτε ἀληθές. bbox=[336, 281, 554, 345]
column-rule bbox=[1354, 166, 1355, 2280]
item-title: —ΠΑΝΕΠΙΣΤΗΜΙΑΚΑ bbox=[1362, 417, 1490, 429]
paragraph: Διακηρύττει ὅτι τὴν 28ην καὶ 29ην τρέχοντος μηνὸς καὶ ὥραν 11π—12π μ. ἐνεργηθήσεται ἐν τῷ Στρατηγείῳ μειοδοτικὸς διαγωνισμὸς διὰ τὴν ἐναποθήκευσιν ἀλεύρων. bbox=[340, 830, 550, 894]
yesterday-movement-heading bbox=[1362, 172, 1561, 231]
ad-line: ΔΟΛΟΡΕΣ bbox=[396, 1202, 494, 1223]
paragraph: Ἡ ἐν λόγῳ μικτὴ ἐπιτροπὴ θὰ ἔχῃ τὸ δικαίωμα νὰ εἰσέρχεται καὶ ἐπιθεωρῇ πάντα τὰ καταστήματα καὶ τὰς ἀποθήκας, νὰ κατάσχῃ τὰ τρόφιμα, τὰ ὁποῖα θὰ κρίνῃ ὅτι δὲν πληροῦσι τοὺς ὅρους τῆς ὑγιεινῆς καὶ νὰ παραπέμπῃ τοὺς παραβάτας εἰς τὰ δικαστήρια. bbox=[568, 496, 855, 560]
paragraph: Ἀξιότιμε Κύριε, Ἐπιθυμῶν νὰ κάμω τὸν κόσμον τὸν ἀγοραστὴν τὸν ἀγαθὸν καὶ τῆς πολυπλοκότατης μου, ἀλλὰ καὶ πάντας ὑμᾶς ἐγγυῶμαι τὸν νὰ μὴ τιμήσῃ διὰ τῆς γνωριμίας του. ΠΛΗΡΟΦΟΡΙΑΙ ἐν τῷ ΓΡΑΦΕΙΩ ΕΜΠΟΡΟΫΠΑΛΛΗΛΩΝ. bbox=[95, 1359, 322, 1436]
ad-line: ΠΕΠΙΤΑ bbox=[407, 1242, 483, 1263]
columns bbox=[90, 166, 1566, 2280]
item-title: —ΚΗΔΕΙΑ ΑΥΤΟΚΤΟΝΑ bbox=[1362, 1214, 1500, 1226]
letters-heading: ΕΠΙΣΤΟΛΑΙ ΠΡΟΣ ΤΟ "ΕΜΠΡΟΣ" bbox=[900, 1026, 1075, 1037]
item-title: —ΚΗΡΟΣ ΚΑΙ ΠΙΣΣΑ bbox=[1362, 907, 1483, 919]
signature: Ἡ σύζυγος Ἰουλία Μυριαλῆ. Οἱ ἀνεψιοί. bbox=[337, 540, 554, 552]
allied-heading: Η ΚΙΝΗΣΙΣ ΤΩΝ ΣΥΜΜΑΧΙΚΩΝ bbox=[634, 897, 788, 944]
